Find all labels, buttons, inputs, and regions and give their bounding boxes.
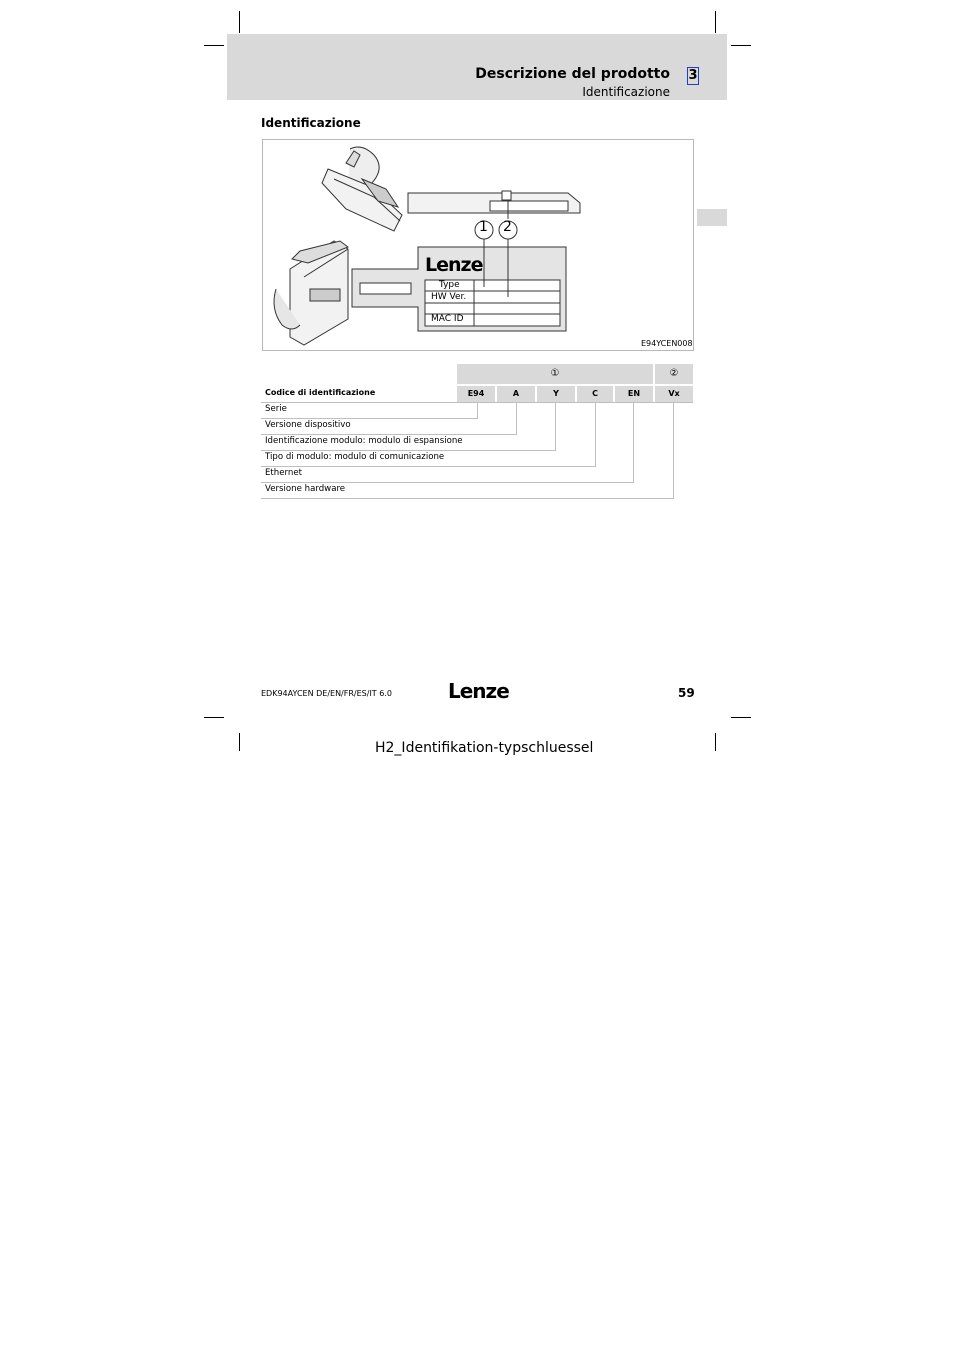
- code-cell: EN: [615, 386, 653, 402]
- footer-brand-logo: Lenze: [448, 679, 509, 703]
- module-top-sketch: [322, 147, 402, 231]
- code-connector: [595, 402, 596, 466]
- table-rule: [261, 482, 634, 483]
- nameplate-type-label: Type: [439, 280, 460, 290]
- table-row-label: Tipo di modulo: modulo di comunicazione: [265, 452, 445, 462]
- code-connector: [555, 402, 556, 450]
- chapter-title: Descrizione del prodotto: [475, 66, 670, 82]
- table-rule: [261, 498, 674, 499]
- code-cell: C: [577, 386, 613, 402]
- device-illustration: [262, 139, 694, 351]
- callout-2: 2: [503, 219, 512, 235]
- table-rule: [261, 466, 596, 467]
- table-row-label: Versione dispositivo: [265, 420, 351, 430]
- file-slug: H2_Identifikation-typschluessel: [375, 740, 594, 756]
- footer-doc-id: EDK94AYCEN DE/EN/FR/ES/IT 6.0: [261, 689, 392, 698]
- table-row-label: Versione hardware: [265, 484, 346, 494]
- code-connector: [673, 402, 674, 498]
- code-cell: A: [497, 386, 535, 402]
- section-heading: Identificazione: [261, 116, 361, 130]
- table-row-label: Serie: [265, 404, 287, 414]
- table-rule: [261, 418, 478, 419]
- chapter-number[interactable]: 3: [688, 68, 698, 83]
- crop-mark: [715, 11, 716, 33]
- crop-mark: [715, 733, 716, 751]
- chapter-side-tab: [697, 209, 727, 226]
- crop-mark: [731, 717, 751, 718]
- code-group-1-header: ①: [457, 364, 653, 384]
- code-cell: Vx: [655, 386, 693, 402]
- table-rule: [261, 434, 517, 435]
- code-group-2-header: ②: [655, 364, 693, 384]
- table-rule: [261, 450, 556, 451]
- page-number: 59: [678, 686, 695, 700]
- crop-mark: [204, 717, 224, 718]
- callout-1: 1: [479, 219, 488, 235]
- code-connector: [516, 402, 517, 434]
- crop-mark: [731, 45, 751, 46]
- nameplate-brand-logo: Lenze: [425, 254, 483, 276]
- code-connector: [633, 402, 634, 482]
- module-edge-view: [408, 191, 580, 213]
- table-row-label: Identificazione modulo: modulo di espansione: [265, 436, 463, 446]
- figure-code: E94YCEN008: [641, 339, 693, 348]
- crop-mark: [239, 733, 240, 751]
- code-table-heading: Codice di identificazione: [265, 388, 376, 397]
- table-row-label: Ethernet: [265, 468, 303, 478]
- crop-mark: [239, 11, 240, 33]
- crop-mark: [204, 45, 224, 46]
- chapter-subtitle: Identificazione: [582, 85, 670, 99]
- code-cell: E94: [457, 386, 495, 402]
- module-bottom-sketch: [274, 241, 348, 345]
- nameplate-mac-label: MAC ID: [431, 314, 464, 324]
- code-connector: [477, 402, 478, 418]
- code-cell: Y: [537, 386, 575, 402]
- nameplate-hw-label: HW Ver.: [431, 292, 467, 302]
